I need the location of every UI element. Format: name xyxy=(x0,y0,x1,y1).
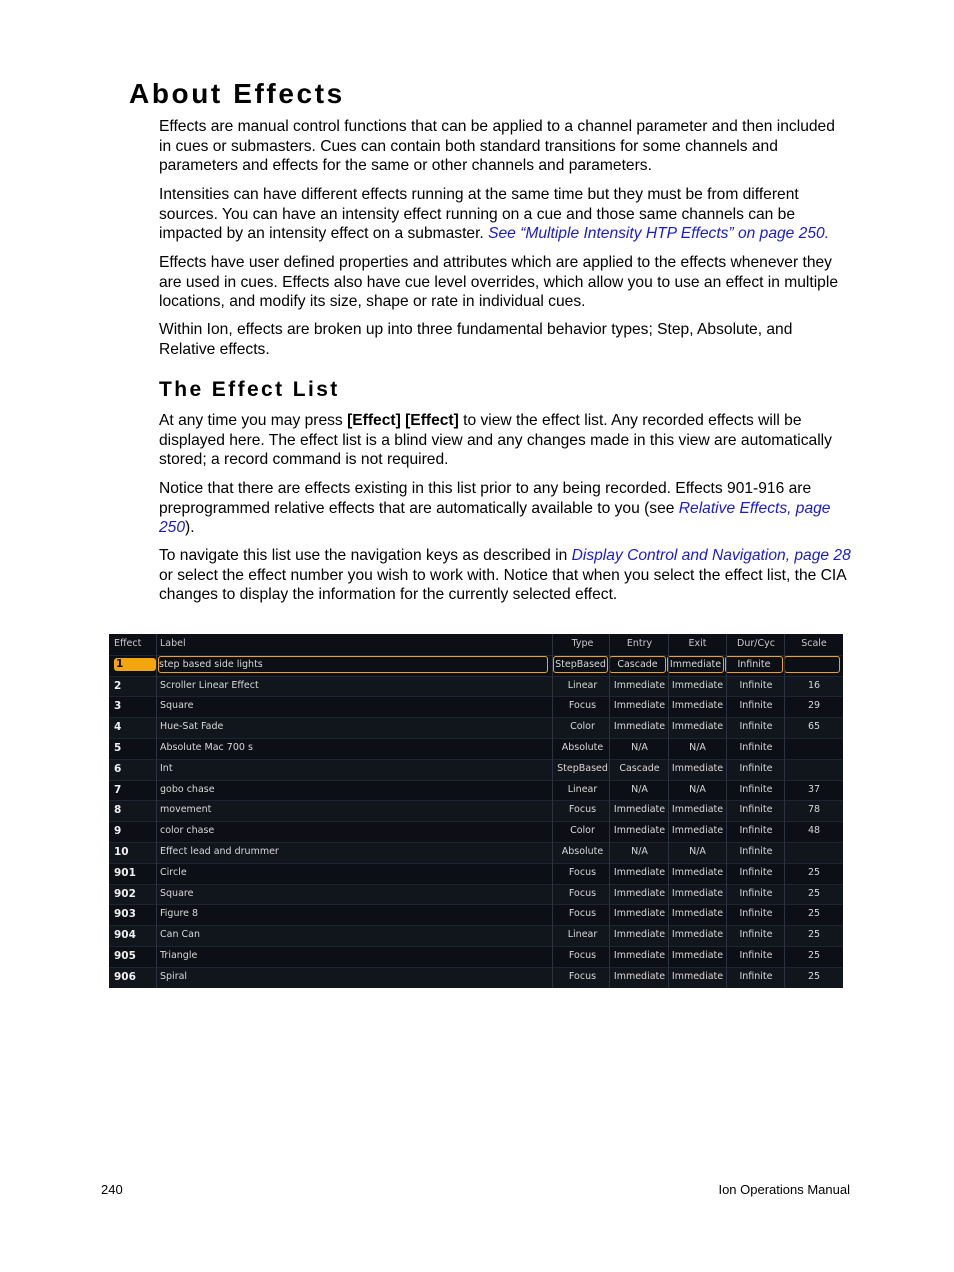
column-divider xyxy=(609,634,610,988)
manual-title: Ion Operations Manual xyxy=(718,1182,850,1197)
row-divider xyxy=(109,946,843,947)
table-row[interactable] xyxy=(109,655,843,676)
cell-entry: Immediate xyxy=(613,887,666,899)
row-divider xyxy=(109,821,843,822)
cell-scale: 48 xyxy=(807,825,821,837)
row-divider xyxy=(109,738,843,739)
cell-type: Linear xyxy=(567,783,598,795)
preprogrammed-paragraph xyxy=(159,479,851,538)
effect-keys: [Effect] [Effect] xyxy=(347,412,459,429)
display-control-link[interactable]: Display Control and Navigation, page 28 xyxy=(571,547,851,564)
table-row[interactable] xyxy=(109,759,843,780)
cell-entry: Immediate xyxy=(613,804,666,816)
header-exit[interactable]: Exit xyxy=(688,638,707,649)
cell-exit: Immediate xyxy=(671,804,724,816)
cell-type: Focus xyxy=(568,866,597,878)
header-scale[interactable]: Scale xyxy=(801,638,827,649)
cell-type: Focus xyxy=(568,950,597,961)
cell-exit: Immediate xyxy=(671,970,724,982)
cell-dur-cyc: Infinite xyxy=(739,804,773,816)
cell-exit: Immediate xyxy=(671,929,724,941)
intensity-text: Intensities can have different effects running at the same time but they must be from different sources. You can have an intensity effect running on a cue and those same channels can be impacted by an intensity effect on a submaster. xyxy=(159,186,799,242)
cell-label: Scroller Linear Effect xyxy=(160,679,259,691)
intensity-paragraph xyxy=(159,185,851,244)
cell-type: StepBased xyxy=(553,656,608,673)
cell-label: Effect lead and drummer xyxy=(160,846,279,857)
cell-type: Focus xyxy=(568,887,597,899)
cell-label: Figure 8 xyxy=(160,908,199,920)
cell-dur-cyc: Infinite xyxy=(739,908,773,920)
cell-entry: Immediate xyxy=(613,908,666,920)
cell-exit: Immediate xyxy=(671,700,724,712)
table-row[interactable] xyxy=(109,717,843,738)
behavior-types-paragraph: Within Ion, effects are broken up into three fundamental behavior types; Step, Absolute, and Relative effects. xyxy=(159,321,793,358)
cell-entry: Cascade xyxy=(609,656,666,673)
cell-effect: 906 xyxy=(114,970,136,983)
cell-entry: Immediate xyxy=(613,700,666,712)
cell-effect: 8 xyxy=(114,804,122,817)
cell-dur-cyc: Infinite xyxy=(725,656,783,673)
column-divider xyxy=(726,634,727,988)
cell-entry: Immediate xyxy=(613,950,666,961)
row-divider xyxy=(109,967,843,968)
cell-entry: Immediate xyxy=(613,929,666,941)
cell-effect: 7 xyxy=(114,783,122,796)
column-divider xyxy=(784,634,785,988)
cell-effect: 9 xyxy=(114,825,122,838)
page-number: 240 xyxy=(101,1182,123,1197)
page-heading: About Effects xyxy=(129,78,345,109)
effect-list-heading: The Effect List xyxy=(159,378,340,401)
properties-paragraph: Effects have user defined properties and attributes which are applied to the effects whenever they are used in cues. Effects also have cue level overrides, which allow you to use an effect in multiple locations, and modify its size, shape or rate in individual cues. xyxy=(159,254,838,310)
cell-label: step based side lights xyxy=(158,656,548,673)
cell-exit: Immediate xyxy=(671,679,724,691)
cell-exit: Immediate xyxy=(671,950,724,961)
cell-label: gobo chase xyxy=(160,783,215,795)
table-row[interactable] xyxy=(109,821,843,842)
htp-effects-link[interactable]: See “Multiple Intensity HTP Effects” on page 250. xyxy=(488,225,830,242)
cell-entry: N/A xyxy=(631,742,648,753)
cell-dur-cyc: Infinite xyxy=(739,742,773,753)
cell-exit: N/A xyxy=(689,846,706,857)
cell-scale: 78 xyxy=(807,804,821,816)
table-row[interactable] xyxy=(109,946,843,967)
table-header xyxy=(109,634,843,655)
cell-entry: Immediate xyxy=(613,721,666,733)
header-type[interactable]: Type xyxy=(571,638,594,649)
cell-exit: N/A xyxy=(689,742,706,753)
row-divider xyxy=(109,904,843,905)
row-divider xyxy=(109,759,843,760)
cell-label: movement xyxy=(160,804,212,816)
cell-effect: 1 xyxy=(114,658,156,671)
cell-entry: Immediate xyxy=(613,970,666,982)
cell-effect: 5 xyxy=(114,742,122,754)
row-divider xyxy=(109,696,843,697)
row-divider xyxy=(109,925,843,926)
cell-scale: 25 xyxy=(807,887,821,899)
p3-text-b: or select the effect number you wish to work with. Notice that when you select the effect list, the CIA changes to display the information for the currently selected effect. xyxy=(159,566,846,603)
cell-scale: 25 xyxy=(807,929,821,941)
cell-exit: Immediate xyxy=(671,762,724,774)
cell-label: Triangle xyxy=(160,950,198,961)
cell-exit: Immediate xyxy=(671,825,724,837)
header-entry[interactable]: Entry xyxy=(626,638,653,649)
cell-exit: Immediate xyxy=(667,656,724,673)
cell-effect: 904 xyxy=(114,929,136,942)
column-divider xyxy=(552,634,553,988)
intro-paragraph: Effects are manual control functions that can be applied to a channel parameter and then included in cues or submasters. Cues can contain both standard transitions for some channels and parameters and effects for the same or other channels and parameters. xyxy=(159,118,835,174)
cell-scale: 25 xyxy=(807,950,821,961)
column-divider xyxy=(156,634,157,988)
cell-exit: N/A xyxy=(689,783,706,795)
cell-label: Can Can xyxy=(160,929,200,941)
cell-dur-cyc: Infinite xyxy=(739,846,773,857)
cell-effect: 10 xyxy=(114,846,129,858)
cell-label: Square xyxy=(160,700,194,712)
cell-label: Hue-Sat Fade xyxy=(160,721,224,733)
cell-scale: 25 xyxy=(807,970,821,982)
cell-dur-cyc: Infinite xyxy=(739,721,773,733)
cell-dur-cyc: Infinite xyxy=(739,970,773,982)
p1-text-b: to view the effect list. Any recorded effects will be displayed here. The effect list is a blind view and any changes made in this view are automatically stored; a record command is not required. xyxy=(159,412,832,468)
cell-type: Focus xyxy=(568,908,597,920)
table-row[interactable] xyxy=(109,842,843,863)
cell-exit: Immediate xyxy=(671,866,724,878)
cell-type: Linear xyxy=(567,679,598,691)
cell-entry: Immediate xyxy=(613,679,666,691)
effect-list-screenshot xyxy=(109,634,843,988)
cell-label: Square xyxy=(160,887,194,899)
cell-type: Focus xyxy=(568,804,597,816)
cell-entry: N/A xyxy=(631,846,648,857)
cell-type: Linear xyxy=(567,929,598,941)
cell-scale xyxy=(786,842,842,863)
cell-label: Int xyxy=(160,762,173,774)
effect-list-paragraph xyxy=(159,411,851,470)
cell-effect: 902 xyxy=(114,887,136,900)
cell-dur-cyc: Infinite xyxy=(739,929,773,941)
header-dur-cyc[interactable]: Dur/Cyc xyxy=(737,638,775,649)
cell-scale: 25 xyxy=(807,866,821,878)
cell-type: Focus xyxy=(568,700,597,712)
cell-type: Absolute xyxy=(561,742,604,753)
cell-type: Absolute xyxy=(561,846,604,857)
cell-scale: 37 xyxy=(807,783,821,795)
cell-scale: 65 xyxy=(807,721,821,733)
row-divider xyxy=(109,884,843,885)
cell-type: Focus xyxy=(568,970,597,982)
cell-entry: Cascade xyxy=(619,762,660,774)
cell-scale: 29 xyxy=(807,700,821,712)
cell-effect: 3 xyxy=(114,700,122,713)
table-row[interactable] xyxy=(109,904,843,925)
row-divider xyxy=(109,842,843,843)
cell-entry: Immediate xyxy=(613,866,666,878)
cell-dur-cyc: Infinite xyxy=(739,887,773,899)
cell-entry: N/A xyxy=(631,783,648,795)
cell-dur-cyc: Infinite xyxy=(739,950,773,961)
header-label[interactable]: Label xyxy=(160,638,186,649)
cell-effect: 905 xyxy=(114,950,136,962)
cell-entry: Immediate xyxy=(613,825,666,837)
row-divider xyxy=(109,676,843,677)
cell-scale: 25 xyxy=(807,908,821,920)
cell-scale xyxy=(786,759,842,780)
p3-text-a: To navigate this list use the navigation keys as described in xyxy=(159,547,572,564)
table-row[interactable] xyxy=(109,676,843,697)
table-row[interactable] xyxy=(109,800,843,821)
navigation-paragraph xyxy=(159,546,851,605)
cell-type: StepBased xyxy=(557,762,608,774)
cell-type: Color xyxy=(570,825,595,837)
row-divider xyxy=(109,717,843,718)
cell-effect: 6 xyxy=(114,762,122,775)
relative-effects-link[interactable]: Relative Effects, page 250 xyxy=(159,499,831,536)
cell-exit: Immediate xyxy=(671,908,724,920)
cell-label: Absolute Mac 700 s xyxy=(160,742,253,753)
table-row[interactable] xyxy=(109,863,843,884)
table-row[interactable] xyxy=(109,967,843,988)
cell-scale: 16 xyxy=(807,679,821,691)
row-divider xyxy=(109,800,843,801)
cell-scale xyxy=(786,738,842,759)
cell-dur-cyc: Infinite xyxy=(739,700,773,712)
row-divider xyxy=(109,863,843,864)
column-divider xyxy=(668,634,669,988)
cell-label: color chase xyxy=(160,825,215,837)
cell-effect: 2 xyxy=(114,679,122,692)
p1-text-a: At any time you may press xyxy=(159,412,348,429)
cell-dur-cyc: Infinite xyxy=(739,825,773,837)
table-row[interactable] xyxy=(109,780,843,801)
cell-dur-cyc: Infinite xyxy=(739,783,773,795)
row-divider xyxy=(109,780,843,781)
cell-effect: 903 xyxy=(114,908,136,921)
row-divider xyxy=(109,655,843,656)
cell-effect: 4 xyxy=(114,721,122,734)
table-row[interactable] xyxy=(109,696,843,717)
cell-dur-cyc: Infinite xyxy=(739,866,773,878)
cell-label: Circle xyxy=(160,866,187,878)
cell-exit: Immediate xyxy=(671,887,724,899)
p2-text-a: Notice that there are effects existing in this list prior to any being recorded. Effects 901-916 are preprogrammed relative effects that are automatically available to you (see xyxy=(159,480,812,517)
p2-text-b: ). xyxy=(185,519,195,536)
cell-scale xyxy=(784,656,840,673)
header-effect[interactable]: Effect xyxy=(114,638,142,649)
cell-effect: 901 xyxy=(114,866,136,879)
cell-dur-cyc: Infinite xyxy=(739,679,773,691)
cell-label: Spiral xyxy=(160,970,188,982)
table-row[interactable] xyxy=(109,738,843,759)
cell-dur-cyc: Infinite xyxy=(739,762,773,774)
cell-exit: Immediate xyxy=(671,721,724,733)
cell-type: Color xyxy=(570,721,595,733)
table-row[interactable] xyxy=(109,884,843,905)
table-row[interactable] xyxy=(109,925,843,946)
